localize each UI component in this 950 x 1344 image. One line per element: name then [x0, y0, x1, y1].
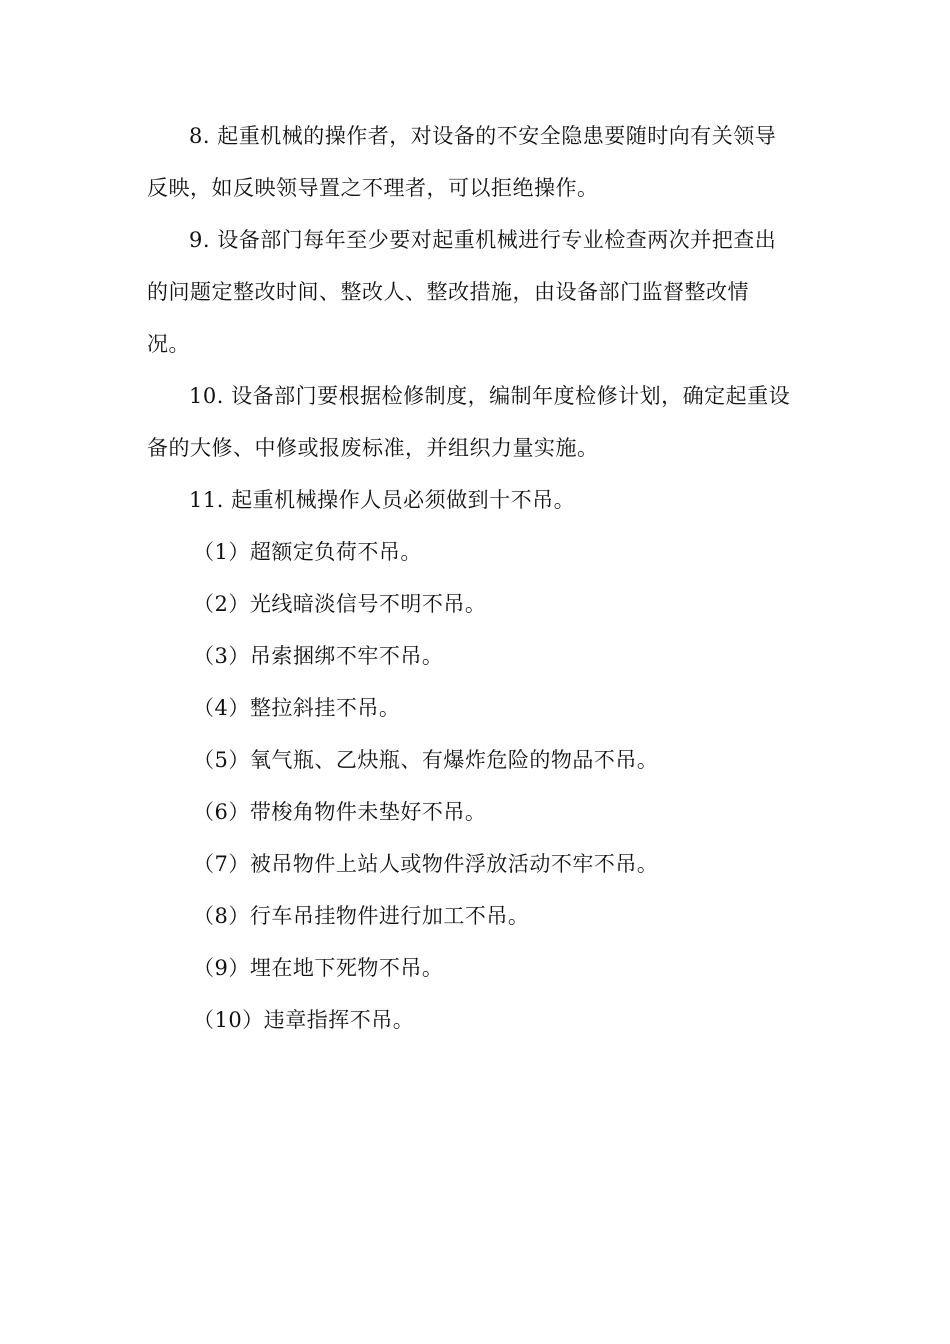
document-body — [147, 110, 812, 1046]
paragraph-line: 的问题定整改时间、整改人、整改措施，由设备部门监督整改情 — [147, 280, 749, 304]
paragraph-9 — [147, 214, 812, 370]
paragraph-8 — [147, 110, 812, 214]
list-item: （3）吊索捆绑不牢不吊。 — [193, 644, 444, 668]
list-item: （1）超额定负荷不吊。 — [193, 540, 422, 564]
paragraph-11 — [147, 474, 812, 526]
paragraph-line: 10. 设备部门要根据检修制度，编制年度检修计划，确定起重设 — [189, 384, 791, 408]
list-item: （4）整拉斜挂不吊。 — [193, 696, 401, 720]
list-item: （9）埋在地下死物不吊。 — [193, 956, 444, 980]
list-item: （8）行车吊挂物件进行加工不吊。 — [193, 904, 530, 928]
list-item: （7）被吊物件上站人或物件浮放活动不牢不吊。 — [193, 852, 659, 876]
list-item: （10）违章指挥不吊。 — [193, 1008, 415, 1032]
paragraph-line: 况。 — [147, 332, 190, 356]
list-item: （5）氧气瓶、乙炔瓶、有爆炸危险的物品不吊。 — [193, 748, 659, 772]
paragraph-line: 11. 起重机械操作人员必须做到十不吊。 — [189, 488, 576, 512]
paragraph-line: 备的大修、中修或报废标准，并组织力量实施。 — [147, 436, 599, 460]
paragraph-line: 8. 起重机械的操作者，对设备的不安全隐患要随时向有关领导 — [189, 124, 777, 148]
paragraph-line: 反映，如反映领导置之不理者，可以拒绝操作。 — [147, 176, 599, 200]
paragraph-10 — [147, 370, 812, 474]
list-item: （2）光线暗淡信号不明不吊。 — [193, 592, 487, 616]
list-item: （6）带梭角物件未垫好不吊。 — [193, 800, 487, 824]
paragraph-line: 9. 设备部门每年至少要对起重机械进行专业检查两次并把查出 — [189, 228, 777, 252]
